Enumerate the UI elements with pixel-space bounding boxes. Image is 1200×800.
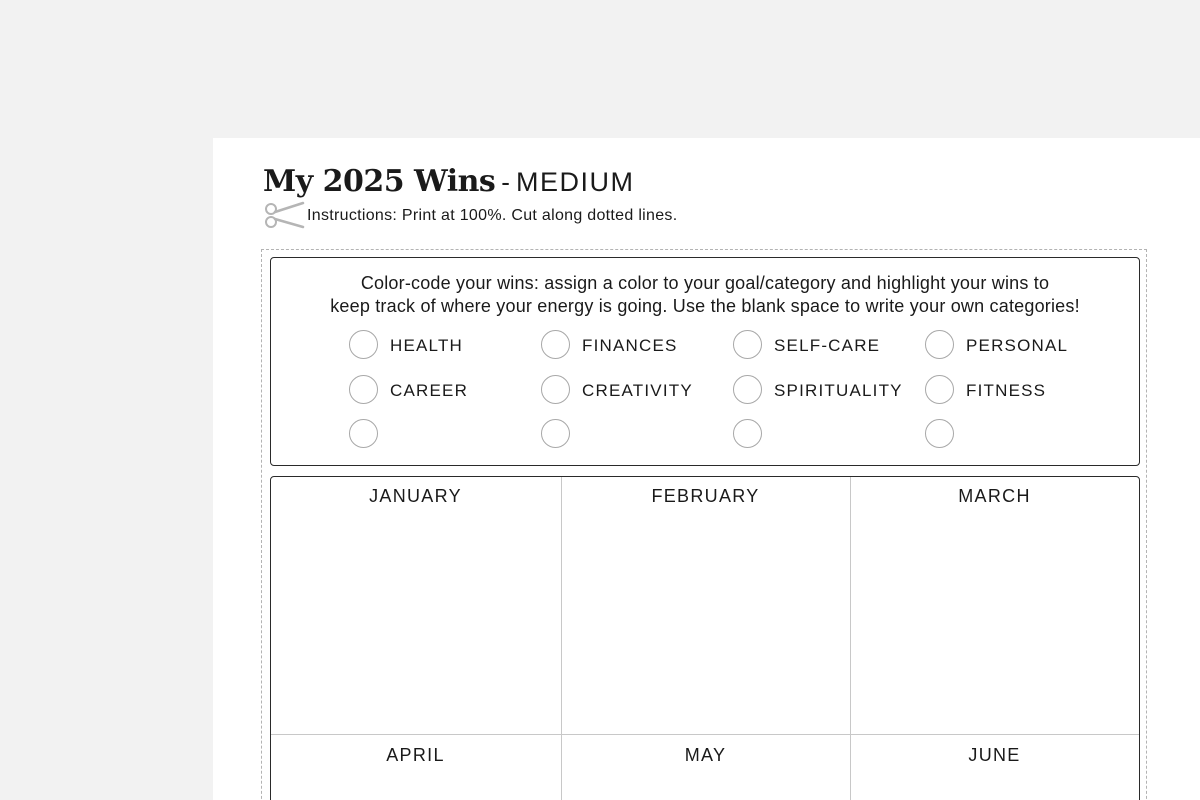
color-circle-icon[interactable] (541, 419, 570, 448)
grid-divider (271, 734, 1139, 735)
month-february: FEBRUARY (651, 486, 760, 506)
color-circle-icon[interactable] (733, 419, 762, 448)
month-june: JUNE (968, 745, 1021, 765)
category-label: FINANCES (582, 336, 678, 355)
category-label: HEALTH (390, 336, 464, 355)
months-grid (270, 476, 1140, 800)
month-january: JANUARY (369, 486, 462, 506)
title-size-label: MEDIUM (515, 167, 635, 197)
category-label: PERSONAL (966, 336, 1069, 355)
title-separator: - (501, 167, 510, 197)
legend-line-1: Color-code your wins: assign a color to your goal/category and highlight your wins to (360, 273, 1050, 293)
color-circle-icon[interactable] (349, 330, 378, 359)
color-circle-icon[interactable] (925, 375, 954, 404)
color-circle-icon[interactable] (541, 375, 570, 404)
month-april: APRIL (386, 745, 445, 765)
category-label: CREATIVITY (582, 381, 693, 400)
legend-line-2: keep track of where your energy is going. Use the blank space to write your own categories! (330, 296, 1080, 316)
category-label: SELF-CARE (774, 336, 881, 355)
instructions-text: Instructions: Print at 100%. Cut along dotted lines. (307, 207, 678, 224)
month-may: MAY (684, 745, 727, 765)
color-circle-icon[interactable] (349, 375, 378, 404)
category-label: CAREER (390, 381, 469, 400)
scissors-icon (263, 201, 305, 229)
category-label: SPIRITUALITY (774, 381, 903, 400)
color-circle-icon[interactable] (733, 330, 762, 359)
color-code-legend (270, 257, 1140, 466)
color-circle-icon[interactable] (541, 330, 570, 359)
page-title (263, 164, 634, 199)
title-main: My 2025 Wins (263, 164, 496, 199)
category-label: FITNESS (966, 381, 1047, 400)
color-circle-icon[interactable] (349, 419, 378, 448)
color-circle-icon[interactable] (925, 330, 954, 359)
color-circle-icon[interactable] (733, 375, 762, 404)
legend-instructions (271, 272, 1139, 318)
month-march: MARCH (958, 486, 1031, 506)
printable-page (213, 138, 1200, 800)
color-circle-icon[interactable] (925, 419, 954, 448)
